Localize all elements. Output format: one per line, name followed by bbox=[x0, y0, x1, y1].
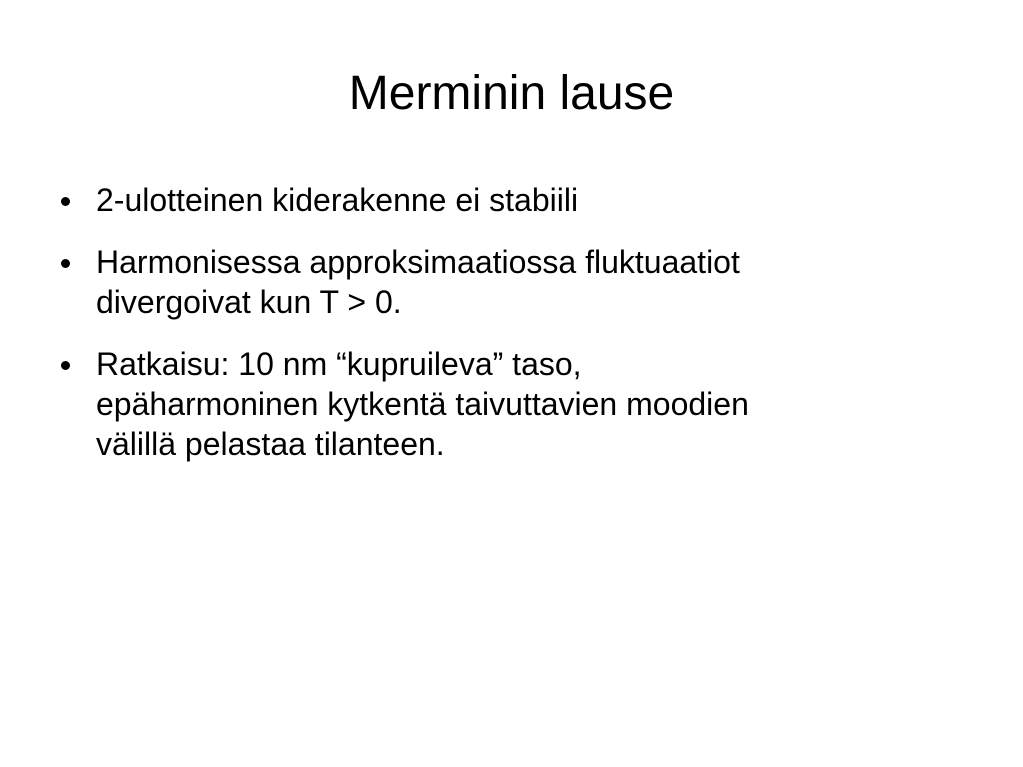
bullet-item bbox=[60, 180, 960, 220]
bullet-text-line: divergoivat kun T > 0. bbox=[96, 284, 402, 320]
bullet-dot-icon bbox=[61, 361, 70, 370]
bullet-text-line: Ratkaisu: 10 nm “kupruileva” taso, bbox=[96, 346, 582, 382]
bullet-text-line: välillä pelastaa tilanteen. bbox=[96, 426, 445, 462]
bullet-list bbox=[60, 180, 960, 486]
bullet-dot-icon bbox=[61, 197, 70, 206]
bullet-text-line: Harmonisessa approksimaatiossa fluktuaatiot bbox=[96, 244, 740, 280]
bullet-text-line: 2-ulotteinen kiderakenne ei stabiili bbox=[96, 182, 579, 218]
slide-title: Merminin lause bbox=[348, 67, 675, 120]
bullet-dot-icon bbox=[61, 259, 70, 268]
bullet-item bbox=[60, 344, 960, 464]
bullet-item bbox=[60, 242, 960, 322]
bullet-text-line: epäharmoninen kytkentä taivuttavien moodien bbox=[96, 386, 749, 422]
